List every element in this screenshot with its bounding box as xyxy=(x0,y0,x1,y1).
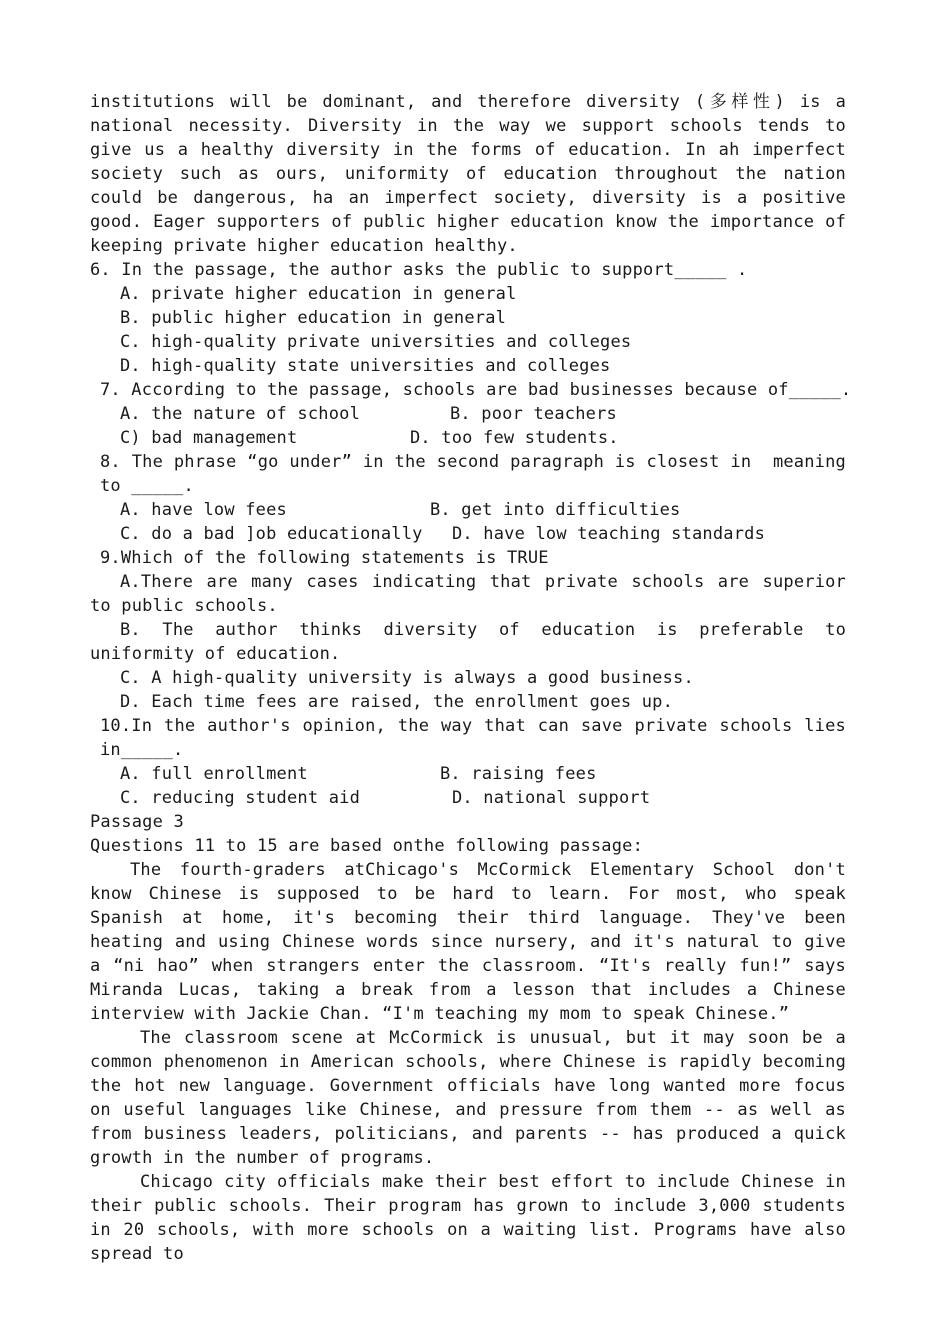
passage-3-instruction: Questions 11 to 15 are based onthe following passage: xyxy=(90,836,644,856)
question-8-option-c: C. do a bad ]ob educationally xyxy=(120,524,423,544)
question-7-option-b: B. poor teachers xyxy=(450,404,617,424)
question-7-option-d: D. too few students. xyxy=(410,428,619,448)
question-10-option-b: B. raising fees xyxy=(440,764,597,784)
question-10-option-a: A. full enrollment xyxy=(120,764,308,784)
question-9-option-b: B. The author thinks diversity of education is preferable to uniformity of education. xyxy=(90,620,857,664)
passage-3-paragraph-1: The fourth-graders atChicago's McCormick Elementary School don't know Chinese is supposed to be hard to learn. For most, who speak Spanish at home, it's becoming their third language. They've been heating and using Chinese words since nursery, and it's natural to give a “ni hao” when strangers enter the classroom. “It's really fun!” says Miranda Lucas, taking a break from a lesson that includes a Chinese interview with Jackie Chan. “I'm teaching my mom to speak Chinese.” xyxy=(90,860,857,1024)
question-8-options-row-1 xyxy=(90,498,846,522)
question-6-option-b: B. public higher education in general xyxy=(120,308,507,328)
question-7-option-c: C) bad management xyxy=(120,428,298,448)
question-9-stem: 9.Which of the following statements is TRUE xyxy=(100,548,549,568)
question-10-option-d: D. national support xyxy=(452,788,651,808)
question-6-option-d: D. high-quality state universities and colleges xyxy=(120,356,611,376)
question-8-option-b: B. get into difficulties xyxy=(430,500,681,520)
question-8 xyxy=(90,450,857,546)
question-9-option-a: A.There are many cases indicating that private schools are superior to public schools. xyxy=(90,572,857,616)
question-10 xyxy=(90,714,857,810)
question-10-option-c: C. reducing student aid xyxy=(120,788,361,808)
question-7-options-row-2 xyxy=(90,426,846,450)
question-8-option-a: A. have low fees xyxy=(120,500,287,520)
question-7 xyxy=(90,378,852,450)
question-8-options-row-2 xyxy=(90,522,846,546)
question-10-options-row-1 xyxy=(90,762,846,786)
question-9 xyxy=(90,546,857,714)
question-6-stem: 6. In the passage, the author asks the public to support_____ . xyxy=(90,260,748,280)
question-6-option-c: C. high-quality private universities and colleges xyxy=(120,332,632,352)
question-7-options-row-1 xyxy=(90,402,846,426)
question-10-stem: 10.In the author's opinion, the way that can save private schools lies in_____. xyxy=(100,716,857,760)
question-6-option-a: A. private higher education in general xyxy=(120,284,517,304)
question-9-option-c: C. A high-quality university is always a good business. xyxy=(120,668,694,688)
passage-3-paragraph-3: Chicago city officials make their best effort to include Chinese in their public schools. Their program has grown to include 3,000 students in 20 schools, with more schools on a waiting list. Programs have also spread to xyxy=(90,1172,857,1264)
question-6 xyxy=(90,258,846,378)
document-body xyxy=(90,90,857,1266)
question-10-options-row-2 xyxy=(90,786,846,810)
question-8-option-d: D. have low teaching standards xyxy=(452,524,766,544)
passage-3-heading: Passage 3 xyxy=(90,812,184,832)
intro-paragraph: institutions will be dominant, and therefore diversity (多样性) is a national necessity. Diversity in the way we support schools tends to give us a healthy diversity in the forms of education. In ah imperfect society such as ours, uniformity of education throughout the nation could be dangerous, ha an imperfect society, diversity is a positive good. Eager supporters of public higher education know the importance of keeping private higher education healthy. xyxy=(90,92,857,256)
passage-3-paragraph-2: The classroom scene at McCormick is unusual, but it may soon be a common phenomenon in American schools, where Chinese is rapidly becoming the hot new language. Government officials have long wanted more focus on useful languages like Chinese, and pressure from them -- as well as from business leaders, politicians, and parents -- has produced a quick growth in the number of programs. xyxy=(90,1028,857,1168)
question-9-option-d: D. Each time fees are raised, the enrollment goes up. xyxy=(120,692,674,712)
question-7-stem: 7. According to the passage, schools are bad businesses because of_____. xyxy=(100,380,852,400)
question-8-stem: 8. The phrase “go under” in the second paragraph is closest in meaning to _____. xyxy=(100,452,857,496)
question-7-option-a: A. the nature of school xyxy=(120,404,361,424)
